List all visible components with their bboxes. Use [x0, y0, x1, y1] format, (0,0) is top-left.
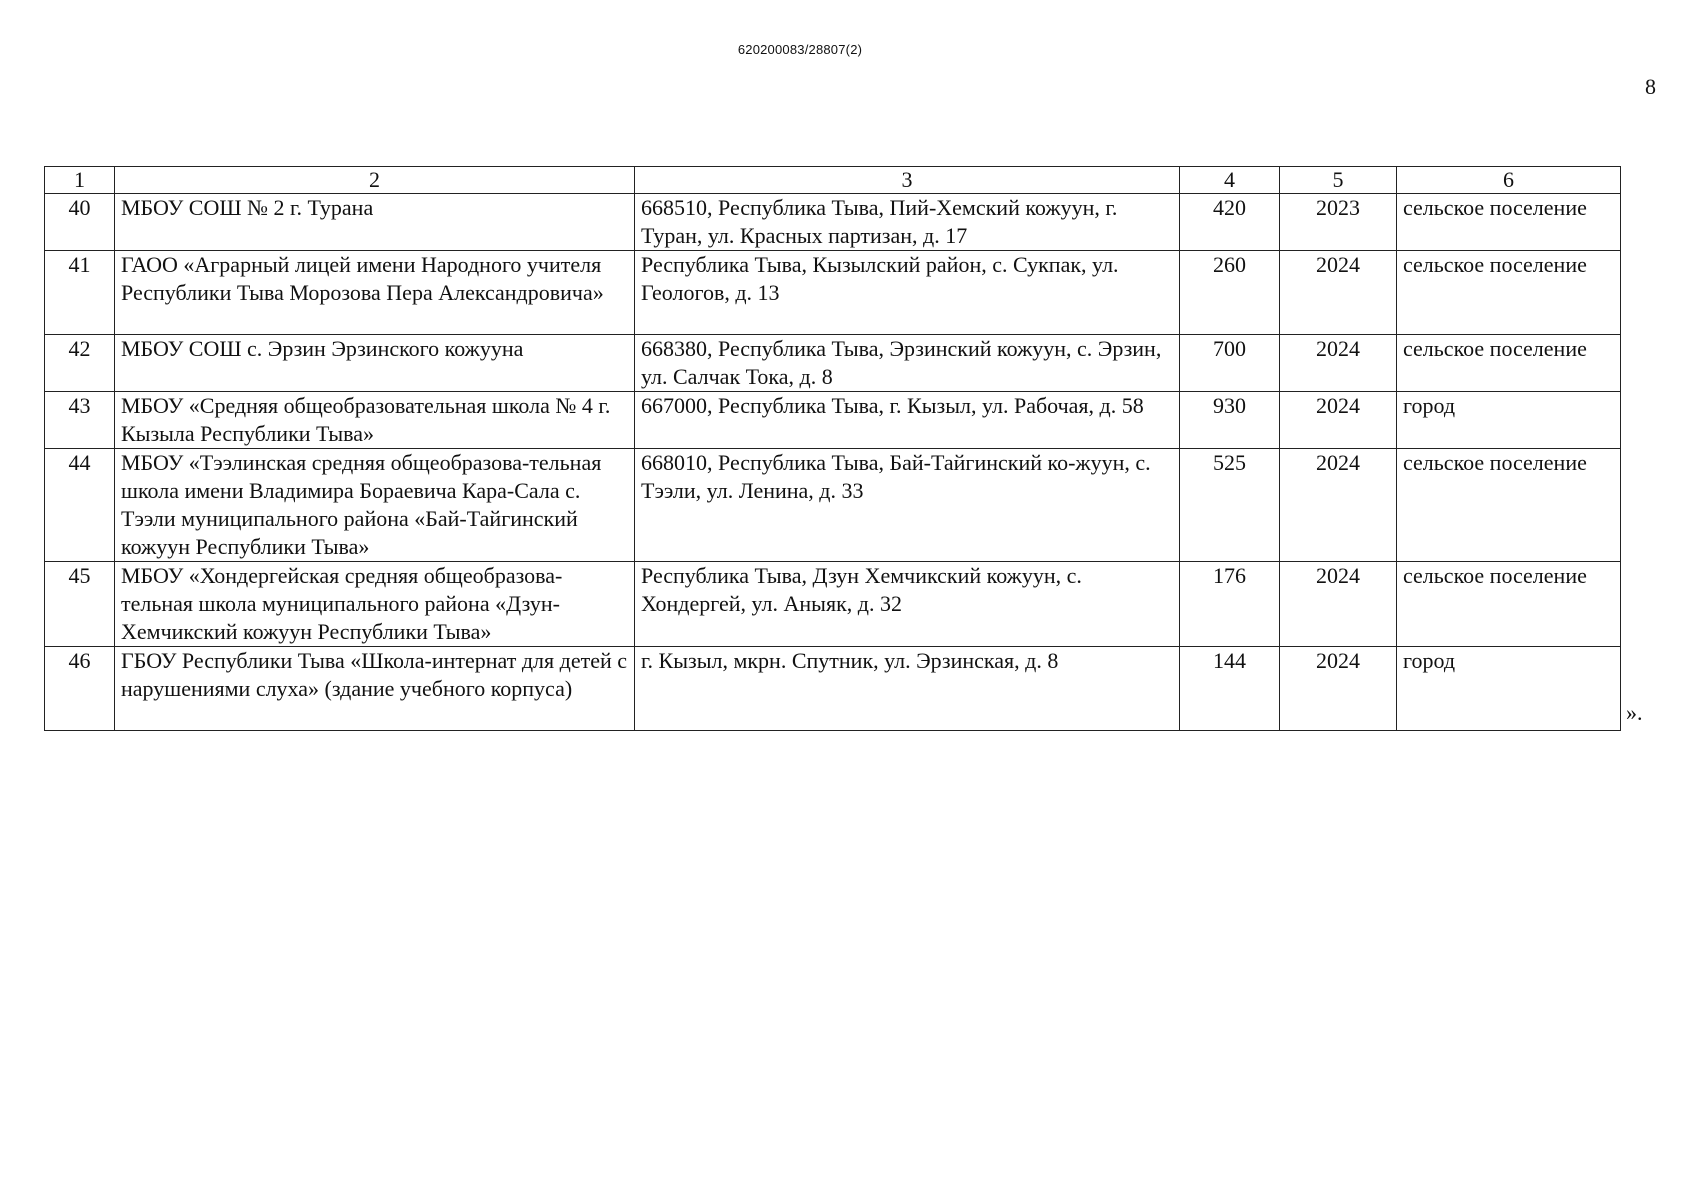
- header-row: [45, 167, 1621, 194]
- row-number: 41: [45, 251, 115, 335]
- row-number: 42: [45, 335, 115, 392]
- year: 2024: [1280, 392, 1397, 449]
- table-row: [45, 647, 1621, 731]
- header-col-3: 3: [635, 167, 1180, 194]
- capacity: 144: [1180, 647, 1280, 731]
- closing-quote: ».: [1626, 700, 1643, 725]
- school-address: 667000, Республика Тыва, г. Кызыл, ул. Рабочая, д. 58: [635, 392, 1180, 449]
- school-name: МБОУ «Хондергейская средняя общеобразова-тельная школа муниципального района «Дзун-Хемчикский кожуун Республики Тыва»: [115, 562, 635, 647]
- school-name: ГАОО «Аграрный лицей имени Народного учителя Республики Тыва Морозова Пера Александровича»: [115, 251, 635, 335]
- school-address: Республика Тыва, Кызылский район, с. Сукпак, ул. Геологов, д. 13: [635, 251, 1180, 335]
- header-col-2: 2: [115, 167, 635, 194]
- year: 2023: [1280, 194, 1397, 251]
- table-row: [45, 194, 1621, 251]
- header-col-5: 5: [1280, 167, 1397, 194]
- school-address: г. Кызыл, мкрн. Спутник, ул. Эрзинская, д. 8: [635, 647, 1180, 731]
- school-name: МБОУ «Тээлинская средняя общеобразова-тельная школа имени Владимира Бораевича Кара-Сала с. Тээли муниципального района «Бай-Тайгинский кожуун Республики Тыва»: [115, 449, 635, 562]
- table-row: [45, 449, 1621, 562]
- header-col-1: 1: [45, 167, 115, 194]
- school-address: 668010, Республика Тыва, Бай-Тайгинский ко-жуун, с. Тээли, ул. Ленина, д. 33: [635, 449, 1180, 562]
- table-header: [45, 167, 1621, 194]
- row-number: 44: [45, 449, 115, 562]
- year: 2024: [1280, 647, 1397, 731]
- school-address: 668380, Республика Тыва, Эрзинский кожуун, с. Эрзин, ул. Салчак Тока, д. 8: [635, 335, 1180, 392]
- capacity: 420: [1180, 194, 1280, 251]
- year: 2024: [1280, 449, 1397, 562]
- settlement-type: город: [1397, 392, 1621, 449]
- capacity: 930: [1180, 392, 1280, 449]
- settlement-type: сельское поселение: [1397, 449, 1621, 562]
- settlement-type: сельское поселение: [1397, 194, 1621, 251]
- table-row: [45, 562, 1621, 647]
- header-col-4: 4: [1180, 167, 1280, 194]
- document-id: 620200083/28807(2): [737, 42, 863, 57]
- table-row: [45, 335, 1621, 392]
- school-name: МБОУ «Средняя общеобразовательная школа № 4 г. Кызыла Республики Тыва»: [115, 392, 635, 449]
- row-number: 46: [45, 647, 115, 731]
- school-name: МБОУ СОШ с. Эрзин Эрзинского кожууна: [115, 335, 635, 392]
- school-name: МБОУ СОШ № 2 г. Турана: [115, 194, 635, 251]
- capacity: 700: [1180, 335, 1280, 392]
- page-number: 8: [1645, 74, 1656, 99]
- capacity: 260: [1180, 251, 1280, 335]
- capacity: 176: [1180, 562, 1280, 647]
- schools-table: [44, 166, 1621, 731]
- school-address: 668510, Республика Тыва, Пий-Хемский кожуун, г. Туран, ул. Красных партизан, д. 17: [635, 194, 1180, 251]
- settlement-type: сельское поселение: [1397, 251, 1621, 335]
- table-body: [45, 194, 1621, 731]
- row-number: 45: [45, 562, 115, 647]
- year: 2024: [1280, 562, 1397, 647]
- school-address: Республика Тыва, Дзун Хемчикский кожуун, с. Хондергей, ул. Аныяк, д. 32: [635, 562, 1180, 647]
- header-col-6: 6: [1397, 167, 1621, 194]
- row-number: 40: [45, 194, 115, 251]
- table-row: [45, 392, 1621, 449]
- year: 2024: [1280, 335, 1397, 392]
- row-number: 43: [45, 392, 115, 449]
- capacity: 525: [1180, 449, 1280, 562]
- settlement-type: сельское поселение: [1397, 335, 1621, 392]
- settlement-type: город: [1397, 647, 1621, 731]
- year: 2024: [1280, 251, 1397, 335]
- school-name: ГБОУ Республики Тыва «Школа-интернат для детей с нарушениями слуха» (здание учебного корпуса): [115, 647, 635, 731]
- table-row: [45, 251, 1621, 335]
- settlement-type: сельское поселение: [1397, 562, 1621, 647]
